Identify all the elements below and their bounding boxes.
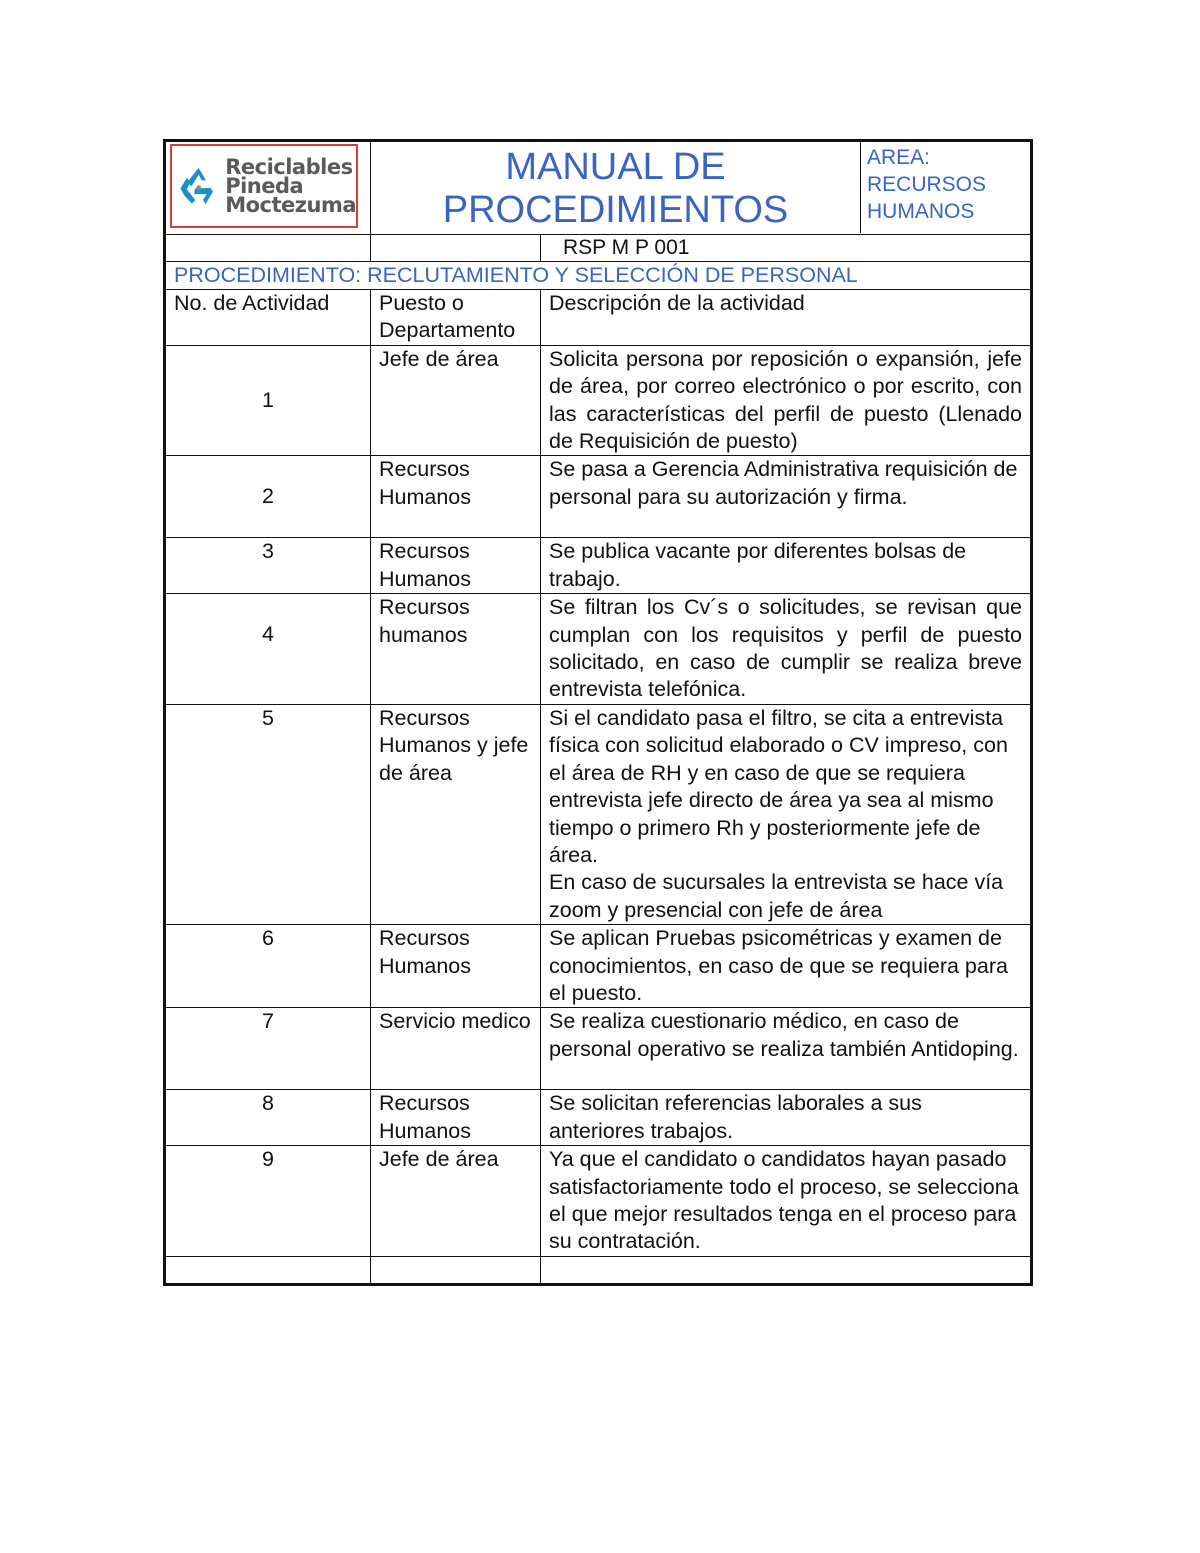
activity-role: Recursos Humanos: [371, 456, 541, 538]
code-empty-cell: [166, 235, 371, 262]
activity-number: 6: [166, 925, 371, 1008]
activity-role: Recursos humanos: [371, 594, 541, 705]
procedures-document: [163, 139, 1033, 1286]
activity-role: Recursos Humanos: [371, 925, 541, 1008]
activity-role: Recursos Humanos y jefe de área: [371, 704, 541, 924]
activity-number: 8: [166, 1090, 371, 1146]
area-line-1: AREA:: [867, 146, 931, 169]
column-header-description: Descripción de la actividad: [541, 290, 1031, 346]
activity-description: Se pasa a Gerencia Administrativa requisición de personal para su autorización y firma.: [541, 456, 1031, 538]
area-line-2: RECURSOS: [867, 173, 987, 196]
activity-number: 3: [166, 538, 371, 594]
activity-description: Se realiza cuestionario médico, en caso de personal operativo se realiza también Antidoping.: [541, 1008, 1031, 1090]
activity-description: Se solicitan referencias laborales a sus anteriores trabajos.: [541, 1090, 1031, 1146]
activity-description: Se filtran los Cv´s o solicitudes, se revisan que cumplan con los requisitos y perfil de puesto solicitado, en caso de cumplir se realiza breve entrevista telefónica.: [541, 594, 1031, 705]
logo-wordmark: [225, 154, 356, 217]
activity-role: Servicio medico: [371, 1008, 541, 1090]
empty-cell: [541, 1256, 1031, 1283]
activity-role: Jefe de área: [371, 345, 541, 456]
table-row: [166, 594, 1031, 705]
activity-description: Se publica vacante por diferentes bolsas de trabajo.: [541, 538, 1031, 594]
area-line-3: HUMANOS: [867, 200, 975, 223]
area-label: [861, 142, 1030, 233]
table-row: [166, 456, 1031, 538]
code-row: [166, 235, 1031, 262]
table-row: [166, 1146, 1031, 1257]
procedures-table: [165, 141, 1031, 1284]
table-row: [166, 1090, 1031, 1146]
column-header-row: [166, 290, 1031, 346]
table-row: [166, 538, 1031, 594]
activity-description-note: En caso de sucursales la entrevista se hace vía zoom y presencial con jefe de área: [549, 870, 1004, 922]
activity-description: [541, 704, 1031, 924]
activity-number: 1: [166, 345, 371, 456]
logo-line-1: Reciclables: [225, 154, 353, 179]
table-row: [166, 1008, 1031, 1090]
manual-title-line-2: PROCEDIMIENTOS: [442, 189, 789, 231]
code-spacer-cell: [371, 235, 541, 262]
activity-role: Recursos Humanos: [371, 1090, 541, 1146]
header-row: [166, 142, 1031, 235]
empty-cell: [371, 1256, 541, 1283]
table-row: [166, 704, 1031, 924]
column-header-number: No. de Actividad: [166, 290, 371, 346]
empty-row: [166, 1256, 1031, 1283]
recycle-icon: [178, 153, 219, 219]
logo-line-3: Moctezuma: [225, 192, 356, 217]
activity-role: Jefe de área: [371, 1146, 541, 1257]
activity-number: 2: [166, 456, 371, 538]
activity-number: 5: [166, 704, 371, 924]
manual-title-line-1: MANUAL DE: [505, 146, 726, 188]
activity-description: Ya que el candidato o candidatos hayan pasado satisfactoriamente todo el proceso, se selecciona el que mejor resultados tenga en el proceso para su contratación.: [541, 1146, 1031, 1257]
logo-line-2: Pineda: [225, 173, 304, 198]
manual-title: [371, 142, 861, 233]
column-header-role: Puesto o Departamento: [371, 290, 541, 346]
activity-number: 7: [166, 1008, 371, 1090]
procedure-row: [166, 262, 1031, 290]
activity-role: Recursos Humanos: [371, 538, 541, 594]
activity-description: Solicita persona por reposición o expansión, jefe de área, por correo electrónico o por escrito, con las características del perfil de puesto (Llenado de Requisición de puesto): [541, 345, 1031, 456]
procedure-title: PROCEDIMIENTO: RECLUTAMIENTO Y SELECCIÓN DE PERSONAL: [166, 262, 1031, 290]
table-row: [166, 925, 1031, 1008]
title-area-cell: [371, 142, 1031, 235]
table-row: [166, 345, 1031, 456]
activity-number: 4: [166, 594, 371, 705]
activity-number: 9: [166, 1146, 371, 1257]
activity-description: Se aplican Pruebas psicométricas y examen de conocimientos, en caso de que se requiera para el puesto.: [541, 925, 1031, 1008]
document-code: RSP M P 001: [541, 235, 1031, 262]
empty-cell: [166, 1256, 371, 1283]
company-logo: [170, 144, 358, 228]
logo-cell: [166, 142, 371, 235]
activity-description-main: Si el candidato pasa el filtro, se cita a entrevista física con solicitud elaborado o CV impreso, con el área de RH y en caso de que se requiera entrevista jefe directo de área ya sea al mismo tiempo o primero Rh y posteriormente jefe de área.: [549, 705, 1008, 867]
